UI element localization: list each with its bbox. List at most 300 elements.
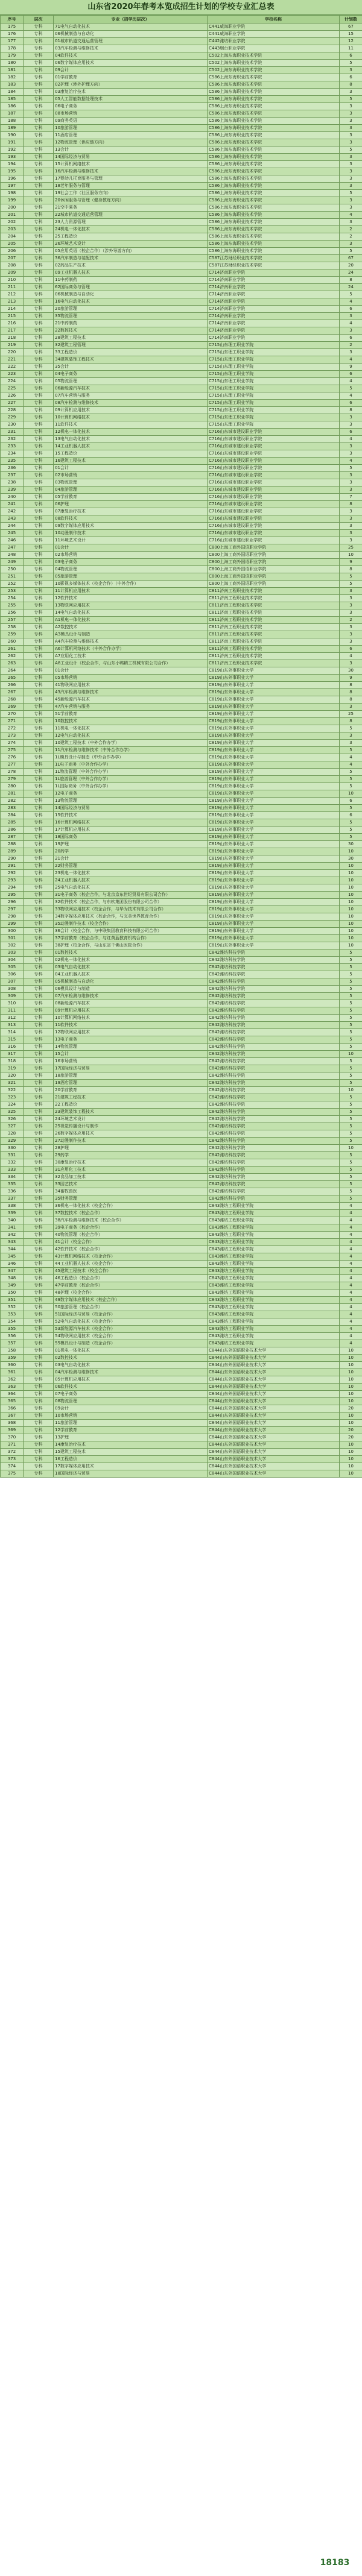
cell-major: 12学前教育 — [54, 1427, 208, 1434]
cell-school: C843潍坊工程职业学院 — [208, 1326, 340, 1333]
cell-level: 专科 — [24, 458, 54, 465]
cell-major: 05机械制造与自动化 — [54, 978, 208, 986]
cell-major: 16计算机网络技术 — [54, 819, 208, 827]
cell-index: 212 — [1, 291, 24, 298]
cell-index: 277 — [1, 761, 24, 769]
cell-level: 专科 — [24, 595, 54, 602]
cell-school: C819山东外事职业大学 — [208, 675, 340, 682]
cell-index: 298 — [1, 913, 24, 921]
table-row — [1, 761, 362, 769]
cell-level: 专科 — [24, 1065, 54, 1072]
cell-school: C842潍坊科技学院 — [208, 949, 340, 957]
cell-quota: 8 — [340, 689, 362, 696]
cell-quota: 4 — [340, 1203, 362, 1210]
cell-index: 199 — [1, 197, 24, 204]
cell-index: 252 — [1, 581, 24, 588]
cell-quota: 10 — [340, 848, 362, 855]
cell-level: 专科 — [24, 559, 54, 566]
cell-index: 188 — [1, 118, 24, 125]
cell-school: C715山东理工职业学院 — [208, 421, 340, 429]
cell-quota: 8 — [340, 81, 362, 89]
cell-index: 236 — [1, 465, 24, 472]
table-row — [1, 1174, 362, 1181]
cell-index: 225 — [1, 385, 24, 392]
table-row — [1, 139, 362, 146]
cell-quota: 5 — [340, 465, 362, 472]
cell-school: C587江苏财经职业技术学院 — [208, 255, 340, 262]
table-row — [1, 168, 362, 175]
cell-school: C586上海东海职业技术学院 — [208, 168, 340, 175]
cell-index: 219 — [1, 342, 24, 349]
cell-level: 专科 — [24, 284, 54, 291]
cell-level: 专科 — [24, 1463, 54, 1470]
cell-quota: 5 — [340, 1065, 362, 1072]
cell-index: 350 — [1, 1290, 24, 1297]
cell-level: 专科 — [24, 1369, 54, 1376]
cell-level: 专科 — [24, 1362, 54, 1369]
cell-quota: 5 — [340, 1116, 362, 1123]
cell-quota: 5 — [340, 957, 362, 964]
table-row — [1, 523, 362, 530]
cell-major: 06机械制造与自动化 — [54, 291, 208, 298]
cell-index: 232 — [1, 436, 24, 443]
cell-quota: 3 — [340, 602, 362, 609]
cell-major: 05应用英语（校企合作）（涉外导游方向） — [54, 248, 208, 255]
cell-level: 专科 — [24, 38, 54, 45]
cell-index: 326 — [1, 1116, 24, 1123]
cell-school: C819山东外事职业大学 — [208, 892, 340, 899]
table-row — [1, 1355, 362, 1362]
table-row — [1, 67, 362, 74]
table-row — [1, 704, 362, 711]
cell-quota: 3 — [340, 609, 362, 617]
cell-school: C716山东城市建设职业学院 — [208, 429, 340, 436]
cell-school: C819山东外事职业大学 — [208, 740, 340, 747]
cell-level: 专科 — [24, 385, 54, 392]
cell-index: 280 — [1, 783, 24, 790]
cell-index: 334 — [1, 1174, 24, 1181]
table-row — [1, 682, 362, 689]
table-row — [1, 1087, 362, 1094]
cell-school: C586上海东海职业技术学院 — [208, 89, 340, 96]
table-row — [1, 1123, 362, 1130]
cell-major: 02数控技术 — [54, 1355, 208, 1362]
cell-major: A8工业设计（校企合作，与山东小鸭精工机械有限公司合作） — [54, 660, 208, 667]
cell-school: C842潍坊科技学院 — [208, 1116, 340, 1123]
cell-school: C586上海东海职业技术学院 — [208, 96, 340, 103]
cell-major: 25工程造价 — [54, 233, 208, 241]
table-row — [1, 298, 362, 306]
cell-index: 241 — [1, 501, 24, 508]
cell-quota: 3 — [340, 183, 362, 190]
cell-school: C716山东城市建设职业学院 — [208, 479, 340, 487]
table-row — [1, 161, 362, 168]
cell-school: C842潍坊科技学院 — [208, 971, 340, 978]
cell-school: C586上海东海职业技术学院 — [208, 233, 340, 241]
cell-school: C441威海职业学院 — [208, 24, 340, 31]
cell-index: 260 — [1, 638, 24, 646]
cell-index: 193 — [1, 154, 24, 161]
table-row — [1, 364, 362, 371]
cell-major: 11软件技术 — [54, 421, 208, 429]
table-row — [1, 1058, 362, 1065]
table-row — [1, 1463, 362, 1470]
cell-index: 228 — [1, 407, 24, 414]
cell-index: 196 — [1, 175, 24, 183]
cell-level: 专科 — [24, 24, 54, 31]
cell-index: 285 — [1, 819, 24, 827]
cell-index: 343 — [1, 1239, 24, 1246]
cell-quota: 2 — [340, 226, 362, 233]
cell-level: 专科 — [24, 103, 54, 110]
cell-school: C842潍坊科技学院 — [208, 1058, 340, 1065]
cell-school: C502上海东海职业技术学院 — [208, 60, 340, 67]
cell-index: 250 — [1, 566, 24, 573]
table-row — [1, 1304, 362, 1311]
cell-quota: 4 — [340, 212, 362, 219]
cell-index: 288 — [1, 841, 24, 848]
cell-major: 32软件技术（校企合作，与东软集团股份有限公司合作） — [54, 899, 208, 906]
cell-level: 专科 — [24, 183, 54, 190]
cell-level: 专科 — [24, 1318, 54, 1326]
cell-quota: 10 — [340, 921, 362, 928]
cell-level: 专科 — [24, 877, 54, 884]
table-row — [1, 790, 362, 798]
cell-quota: 5 — [340, 827, 362, 834]
table-row — [1, 233, 362, 241]
cell-index: 254 — [1, 595, 24, 602]
cell-index: 267 — [1, 689, 24, 696]
cell-level: 专科 — [24, 732, 54, 740]
cell-major: 03康复治疗技术 — [54, 89, 208, 96]
cell-major: 12电气自动化技术 — [54, 732, 208, 740]
cell-major: A2数控技术 — [54, 624, 208, 631]
cell-major: 52电气自动化技术（校企合作） — [54, 1318, 208, 1326]
cell-level: 专科 — [24, 1376, 54, 1384]
cell-level: 专科 — [24, 306, 54, 313]
cell-index: 282 — [1, 798, 24, 805]
table-row — [1, 1275, 362, 1282]
cell-level: 专科 — [24, 81, 54, 89]
cell-level: 专科 — [24, 1420, 54, 1427]
cell-level: 专科 — [24, 110, 54, 118]
table-row — [1, 1326, 362, 1333]
cell-level: 专科 — [24, 1210, 54, 1217]
cell-level: 专科 — [24, 487, 54, 494]
cell-level: 专科 — [24, 1405, 54, 1412]
cell-quota: 3 — [340, 537, 362, 544]
cell-major: 10影视多媒体技术（校企合作）（中外合作） — [54, 581, 208, 588]
cell-quota: 3 — [340, 595, 362, 602]
cell-major: 24机电一体化技术 — [54, 226, 208, 233]
cell-index: 346 — [1, 1261, 24, 1268]
cell-major: 31应用化工技术 — [54, 1167, 208, 1174]
cell-major: 13物流管理 — [54, 798, 208, 805]
cell-quota: 2 — [340, 342, 362, 349]
cell-quota: 4 — [340, 1261, 362, 1268]
cell-school: C586上海东海职业技术学院 — [208, 154, 340, 161]
cell-level: 专科 — [24, 819, 54, 827]
cell-major: 48护理（校企合作） — [54, 1290, 208, 1297]
table-row — [1, 819, 362, 827]
cell-index: 342 — [1, 1232, 24, 1239]
cell-school: C842潍坊科技学院 — [208, 1051, 340, 1058]
table-row — [1, 689, 362, 696]
cell-index: 325 — [1, 1109, 24, 1116]
cell-quota: 3 — [340, 450, 362, 458]
cell-level: 专科 — [24, 624, 54, 631]
cell-level: 专科 — [24, 313, 54, 320]
table-row — [1, 530, 362, 537]
table-row — [1, 1290, 362, 1297]
cell-index: 278 — [1, 769, 24, 776]
table-row — [1, 1159, 362, 1167]
cell-major: 10建筑工程技术（中外合作办学） — [54, 740, 208, 747]
cell-level: 专科 — [24, 1449, 54, 1456]
cell-level: 专科 — [24, 197, 54, 204]
table-row — [1, 1268, 362, 1275]
cell-index: 257 — [1, 617, 24, 624]
cell-quota: 6 — [340, 371, 362, 378]
table-row — [1, 1449, 362, 1456]
cell-school: C716山东城市建设职业学院 — [208, 436, 340, 443]
cell-major: 06数字媒体应用技术 — [54, 60, 208, 67]
cell-level: 专科 — [24, 262, 54, 269]
cell-quota: 5 — [340, 949, 362, 957]
cell-level: 专科 — [24, 298, 54, 306]
cell-level: 专科 — [24, 1029, 54, 1036]
cell-index: 175 — [1, 24, 24, 31]
table-row — [1, 1412, 362, 1420]
cell-quota: 5 — [340, 769, 362, 776]
cell-index: 286 — [1, 827, 24, 834]
cell-school: C714济南职业学院 — [208, 298, 340, 306]
cell-quota: 7 — [340, 494, 362, 501]
cell-quota: 5 — [340, 834, 362, 841]
cell-major: 05人工智能数据处理技术 — [54, 96, 208, 103]
cell-school: C811济南工程职业技术学院 — [208, 588, 340, 595]
cell-level: 专科 — [24, 906, 54, 913]
cell-school: C714济南职业学院 — [208, 306, 340, 313]
table-row — [1, 544, 362, 552]
cell-quota: 6 — [340, 400, 362, 407]
cell-school: C819山东外事职业大学 — [208, 921, 340, 928]
cell-level: 专科 — [24, 1094, 54, 1101]
cell-index: 194 — [1, 161, 24, 168]
cell-quota: 8 — [340, 501, 362, 508]
cell-school: C811济南工程职业技术学院 — [208, 609, 340, 617]
cell-index: 295 — [1, 892, 24, 899]
cell-school: C586上海东海职业技术学院 — [208, 226, 340, 233]
cell-index: 242 — [1, 508, 24, 515]
cell-quota: 5 — [340, 1152, 362, 1159]
cell-level: 专科 — [24, 566, 54, 573]
cell-index: 238 — [1, 479, 24, 487]
cell-level: 专科 — [24, 769, 54, 776]
cell-quota: 4 — [340, 754, 362, 761]
table-row — [1, 421, 362, 429]
cell-major: 51学前教育 — [54, 711, 208, 718]
cell-major: 22工程造价 — [54, 1101, 208, 1109]
cell-school: C586上海东海职业技术学院 — [208, 161, 340, 168]
cell-index: 261 — [1, 646, 24, 653]
cell-quota: 4 — [340, 761, 362, 769]
cell-quota: 3 — [340, 219, 362, 226]
cell-level: 专科 — [24, 581, 54, 588]
cell-major: 21空中乘务 — [54, 204, 208, 212]
cell-major: 09会计 — [54, 1405, 208, 1412]
cell-index: 190 — [1, 132, 24, 139]
table-row — [1, 515, 362, 523]
cell-level: 专科 — [24, 863, 54, 870]
cell-major: 20学前教育 — [54, 1087, 208, 1094]
cell-level: 专科 — [24, 154, 54, 161]
cell-quota: 5 — [340, 385, 362, 392]
cell-major: 50旅游管理（校企合作） — [54, 1304, 208, 1311]
cell-school: C843潍坊工程职业学院 — [208, 1311, 340, 1318]
cell-index: 341 — [1, 1224, 24, 1232]
cell-quota: 3 — [340, 110, 362, 118]
cell-index: 319 — [1, 1065, 24, 1072]
table-row — [1, 848, 362, 855]
cell-index: 290 — [1, 855, 24, 863]
cell-level: 专科 — [24, 508, 54, 515]
cell-quota: 67 — [340, 255, 362, 262]
cell-quota: 5 — [340, 725, 362, 732]
cell-level: 专科 — [24, 1427, 54, 1434]
table-row — [1, 935, 362, 942]
cell-level: 专科 — [24, 537, 54, 544]
cell-level: 专科 — [24, 1058, 54, 1065]
cell-major: 22财务管理 — [54, 863, 208, 870]
cell-quota: 6 — [340, 646, 362, 653]
cell-quota: 10 — [340, 899, 362, 906]
cell-level: 专科 — [24, 31, 54, 38]
table-row — [1, 1456, 362, 1463]
cell-school: C844山东外国语职业技术大学 — [208, 1398, 340, 1405]
cell-major: 11计算机应用技术 — [54, 588, 208, 595]
cell-school: C587江苏财经职业技术学院 — [208, 262, 340, 269]
cell-level: 专科 — [24, 320, 54, 327]
cell-school: C842潍坊科技学院 — [208, 1123, 340, 1130]
cell-school: C586上海东海职业技术学院 — [208, 204, 340, 212]
table-row — [1, 841, 362, 848]
cell-level: 专科 — [24, 892, 54, 899]
table-row — [1, 631, 362, 638]
cell-major: 04物流管理 — [54, 566, 208, 573]
table-row — [1, 1239, 362, 1246]
cell-quota: 5 — [340, 1159, 362, 1167]
cell-quota: 8 — [340, 682, 362, 689]
cell-index: 362 — [1, 1376, 24, 1384]
cell-quota: 10 — [340, 1398, 362, 1405]
cell-quota: 3 — [340, 161, 362, 168]
table-row — [1, 696, 362, 704]
cell-index: 200 — [1, 204, 24, 212]
cell-quota: 10 — [340, 1384, 362, 1391]
table-row — [1, 429, 362, 436]
cell-quota: 30 — [340, 841, 362, 848]
cell-quota: 4 — [340, 458, 362, 465]
cell-index: 310 — [1, 1000, 24, 1007]
cell-major: 38汽车检测与维修技术（校企合作） — [54, 1217, 208, 1224]
cell-school: C843潍坊工程职业学院 — [208, 1297, 340, 1304]
table-row — [1, 660, 362, 667]
cell-index: 217 — [1, 327, 24, 335]
cell-quota: 4 — [340, 1297, 362, 1304]
cell-level: 专科 — [24, 1297, 54, 1304]
cell-major: 13会计 — [54, 146, 208, 154]
table-row — [1, 320, 362, 327]
cell-major: 02机电一体化技术 — [54, 957, 208, 964]
cell-index: 273 — [1, 732, 24, 740]
cell-index: 264 — [1, 667, 24, 675]
cell-quota: 3 — [340, 241, 362, 248]
table-row — [1, 653, 362, 660]
cell-school: C844山东外国语职业技术大学 — [208, 1391, 340, 1398]
table-row — [1, 1246, 362, 1253]
cell-level: 专科 — [24, 450, 54, 458]
cell-level: 专科 — [24, 139, 54, 146]
cell-major: 10旅游管理 — [54, 125, 208, 132]
cell-major: 20旅游管理 — [54, 306, 208, 313]
cell-index: 181 — [1, 67, 24, 74]
cell-level: 专科 — [24, 335, 54, 342]
cell-index: 339 — [1, 1210, 24, 1217]
table-row — [1, 725, 362, 732]
cell-quota: 6 — [340, 798, 362, 805]
cell-level: 专科 — [24, 971, 54, 978]
cell-school: C819山东外事职业大学 — [208, 834, 340, 841]
cell-index: 292 — [1, 870, 24, 877]
cell-major: 18国际经济与贸易 — [54, 1470, 208, 1478]
cell-school: C443烟台职业学院 — [208, 45, 340, 52]
cell-level: 专科 — [24, 573, 54, 581]
cell-major: 12物联网应用技术 — [54, 1029, 208, 1036]
cell-school: C842潍坊科技学院 — [208, 1007, 340, 1015]
cell-major: 30康复治疗技术 — [54, 1159, 208, 1167]
cell-major: 12机电一体化技术 — [54, 429, 208, 436]
header-level: 层次 — [24, 16, 54, 24]
cell-index: 243 — [1, 515, 24, 523]
cell-quota: 5 — [340, 1022, 362, 1029]
cell-index: 291 — [1, 863, 24, 870]
cell-index: 305 — [1, 964, 24, 971]
cell-school: C842潍坊科技学院 — [208, 1044, 340, 1051]
cell-quota: 5 — [340, 1072, 362, 1080]
table-row — [1, 291, 362, 298]
cell-quota: 2 — [340, 233, 362, 241]
cell-major: 04工业机器人技术 — [54, 971, 208, 978]
cell-school: C844山东外国语职业技术大学 — [208, 1347, 340, 1355]
cell-major: A1机电一体化技术 — [54, 617, 208, 624]
cell-level: 专科 — [24, 855, 54, 863]
cell-major: 01会计 — [54, 667, 208, 675]
table-row — [1, 125, 362, 132]
table-row — [1, 255, 362, 262]
table-row — [1, 754, 362, 761]
table-row — [1, 1051, 362, 1058]
table-row — [1, 1000, 362, 1007]
cell-index: 213 — [1, 298, 24, 306]
cell-level: 专科 — [24, 1398, 54, 1405]
cell-index: 208 — [1, 262, 24, 269]
table-row — [1, 740, 362, 747]
cell-level: 专科 — [24, 986, 54, 993]
cell-index: 203 — [1, 226, 24, 233]
table-row — [1, 31, 362, 38]
cell-level: 专科 — [24, 204, 54, 212]
